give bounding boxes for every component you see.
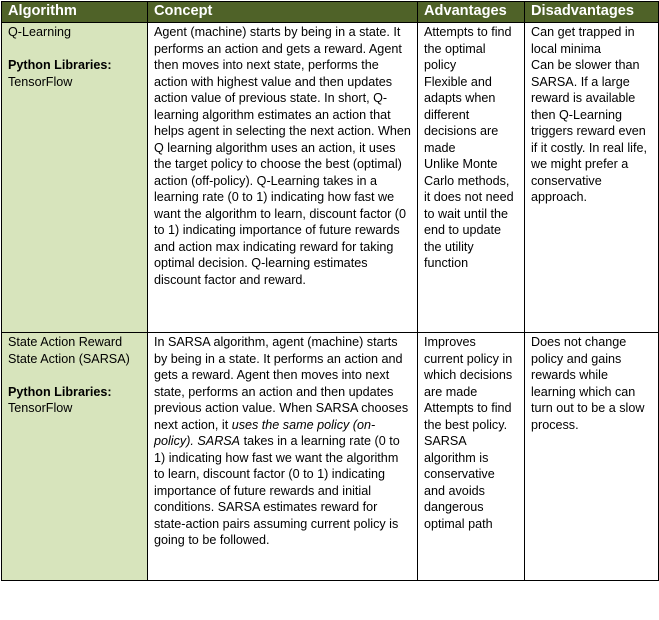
concept-cell [148,333,418,581]
table-row-sarsa [2,333,659,581]
spacer [8,367,141,384]
advantage-item: Attempts to find the optimal policy [424,25,512,72]
advantage-item: Attempts to find the best policy. [424,401,512,432]
algorithm-cell [2,23,148,333]
concept-text: Agent (machine) starts by being in a state. It performs an action and gets a reward. Agent then moves into next state, performs the action with highest value and then updates action value of previous state. In short, Q-learning algorithm estimates an action that helps agent in selecting the next action. When Q learning algorithm uses an action, it uses the target policy to choose the best (optimal) action (off-policy). Q-Learning takes in a learning rate (0 to 1) indicating how fast we want the algorithm to learn, discount factor (0 to 1) indicating importance of future rewards and action max indicating reward for taking optimal decision. Q-learning estimates discount factor and reward. [154,25,411,287]
header-row [2,2,659,23]
table-body [2,23,659,581]
libraries-label: Python Libraries: [8,384,112,399]
algorithm-name: State Action Reward State Action (SARSA) [8,335,130,366]
disadvantage-item: Can be slower than SARSA. If a large reward is available then Q-Learning triggers reward even if it costly. In real life, we might prefer a conservative approach. [531,58,647,204]
concept-text-part: In SARSA algorithm, agent (machine) starts by being in a state. It performs an action and gets a reward. Agent then moves into next state, performs an action and then updates previous action value. When SARSA chooses next action, it [154,335,409,432]
table-header [2,2,659,23]
advantage-item: Improves current policy in which decisions are made [424,335,513,399]
libraries-value: TensorFlow [8,74,73,89]
advantage-item: Unlike Monte Carlo methods, it does not need to wait until the end to update the utility function [424,157,514,270]
concept-cell [148,23,418,333]
concept-text-part: takes in a learning rate (0 to 1) indicating how fast we want the algorithm to learn, discount factor (0 to 1) indicating importance of future rewards and initial conditions. SARSA estimates reward for state-action pairs assuming current policy is going to be followed. [154,434,400,547]
advantage-item: SARSA algorithm is conservative and avoids dangerous optimal path [424,434,495,531]
header-concept: Concept [148,2,418,23]
header-advantages: Advantages [418,2,525,23]
disadvantage-item: Does not change policy and gains rewards while learning which can turn out to be a slow process. [531,335,645,432]
table-row-q-learning [2,23,659,333]
advantage-item: Flexible and adapts when different decisions are made [424,74,499,155]
algorithm-comparison-table [1,1,659,581]
algorithm-name: Q-Learning [8,25,72,39]
libraries-label: Python Libraries: [8,58,112,72]
concept-text-italic: uses the same policy (on-policy). SARSA [154,417,376,448]
header-disadvantages: Disadvantages [525,2,659,23]
advantages-cell [418,23,525,333]
spacer [8,41,141,58]
disadvantages-cell [525,333,659,581]
libraries-value: TensorFlow [8,401,73,415]
disadvantage-item: Can get trapped in local minima [531,25,635,56]
concept-text [154,334,411,549]
disadvantages-cell [525,23,659,333]
algorithm-cell [2,333,148,581]
header-algorithm: Algorithm [2,2,148,23]
advantages-cell [418,333,525,581]
